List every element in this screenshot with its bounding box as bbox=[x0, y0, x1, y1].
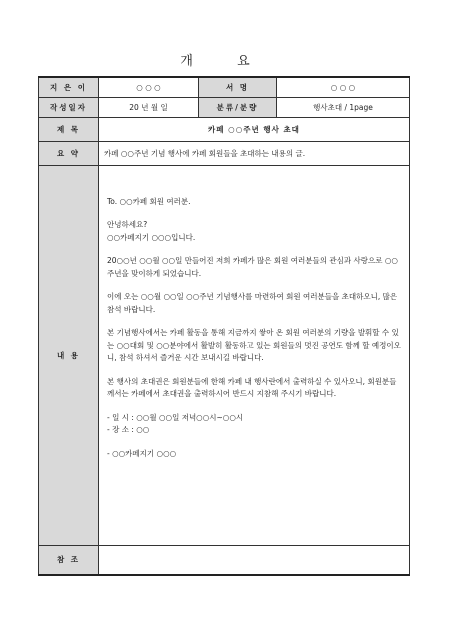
subject-value: 카페 ○○주년 행사 초대 bbox=[99, 117, 410, 141]
author-row bbox=[39, 77, 410, 97]
greeting-hello: 안녕하세요? bbox=[107, 220, 148, 229]
category-label: 분류/분량 bbox=[199, 97, 277, 117]
subject-row bbox=[39, 117, 410, 141]
reference-row bbox=[39, 545, 410, 575]
greeting-intro: ○○카페지기 ○○○입니다. bbox=[107, 232, 196, 242]
signature-line: - ○○카페지기 ○○○ bbox=[107, 448, 177, 458]
content-row bbox=[39, 165, 410, 545]
summary-label: 요 약 bbox=[39, 141, 99, 165]
signature-value: ○ ○ ○ bbox=[277, 77, 410, 97]
date-row bbox=[39, 97, 410, 117]
subject-label: 제 목 bbox=[39, 117, 99, 141]
summary-row bbox=[39, 141, 410, 165]
paragraph-2: 이에 오는 ○○월 ○○일 ○○주년 기념행사를 마련하여 회원 여러분들을 초대하오니, 많은 참석 바랍니다. bbox=[107, 292, 398, 314]
author-value: ○ ○ ○ bbox=[99, 77, 199, 97]
document-title: 개 요 bbox=[180, 54, 270, 69]
paragraph-3: 본 기념행사에서는 카페 활동을 통해 지금까지 쌓아 온 회원 여러분의 기량을 발휘할 수 있는 ○○대회 및 ○○분야에서 활발히 활동하고 있는 회원들의 멋진 공연도 함께 할 예정이오니, 참석 하셔서 즐거운 시간 보내시길 바랍니다. bbox=[107, 328, 401, 362]
summary-form-table bbox=[38, 76, 410, 576]
paragraph-1: 20○○년 ○○월 ○○일 만들어진 저희 카페가 많은 회원 여러분들의 관심과 사랑으로 ○○주년을 맞이하게 되었습니다. bbox=[107, 256, 398, 278]
author-label: 지 은 이 bbox=[39, 77, 99, 97]
summary-value: 카페 ○○주년 기념 행사에 카페 회원들을 초대하는 내용의 글. bbox=[99, 141, 410, 165]
paragraph-4: 본 행사의 초대권은 회원분들에 한해 카페 내 행사란에서 출력하실 수 있사오니, 회원분들께서는 카페에서 초대권을 출력하시어 반드시 지참해 주시기 바랍니다. bbox=[107, 376, 397, 398]
content-label: 내 용 bbox=[39, 165, 99, 545]
event-place-line: - 장 소 : ○○ bbox=[107, 425, 150, 434]
reference-label: 참 조 bbox=[39, 545, 99, 575]
content-body bbox=[99, 165, 410, 545]
event-date-line: - 일 시 : ○○월 ○○일 저녁○○시~○○시 bbox=[107, 412, 244, 422]
date-value: 20 년 월 일 bbox=[99, 97, 199, 117]
greeting-to: To. ○○카페 회원 여러분. bbox=[107, 196, 191, 206]
signature-label: 서 명 bbox=[199, 77, 277, 97]
category-value: 행사초대 / 1page bbox=[277, 97, 410, 117]
date-label: 작성일자 bbox=[39, 97, 99, 117]
reference-value bbox=[99, 545, 410, 575]
